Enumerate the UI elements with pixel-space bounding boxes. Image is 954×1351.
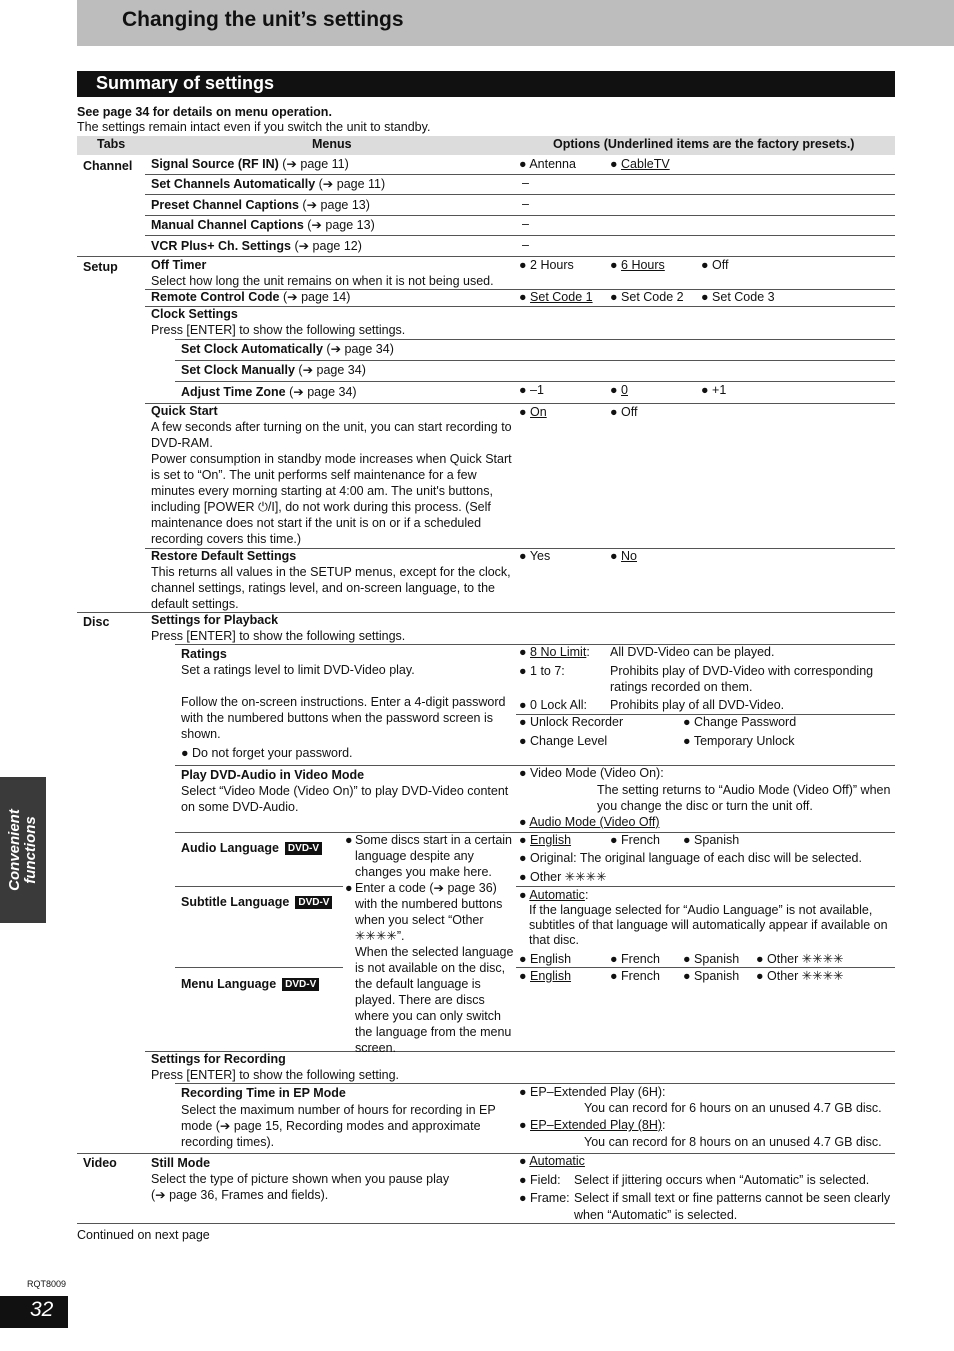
option-yes: ● Yes — [519, 549, 551, 563]
menu-audio-language: Audio Language DVD-V — [181, 840, 322, 856]
menu-time-zone: Adjust Time Zone (➔ page 34) — [181, 385, 357, 399]
option-original: ● Original: The original language of each disc will be selected. — [519, 851, 862, 865]
option-tz-plus1: ● +1 — [701, 383, 727, 397]
no-limit-desc: All DVD-Video can be played. — [610, 645, 775, 659]
option-off: ● Off — [610, 405, 638, 419]
dvd-v-badge: DVD-V — [282, 978, 319, 991]
option-tz-0: ● 0 — [610, 383, 628, 397]
continued-note: Continued on next page — [77, 1228, 210, 1242]
rule — [175, 967, 343, 968]
intro-text: The settings remain intact even if you switch the unit to standby. — [77, 120, 431, 134]
option-english: ● English — [519, 952, 572, 966]
option-set-code-3: ● Set Code 3 — [701, 290, 775, 304]
option-field: ● Field: — [519, 1173, 561, 1187]
rule — [145, 174, 895, 175]
menu-clock-settings: Clock Settings — [151, 307, 238, 321]
clock-desc: Press [ENTER] to show the following settings. — [151, 323, 406, 337]
option-french: ● French — [610, 969, 660, 983]
still-mode-ref: (➔ page 36, Frames and fields). — [151, 1188, 329, 1202]
rule — [77, 1153, 895, 1154]
video-mode-desc: The setting returns to “Audio Mode (Video Off)” when you change the disc or turn the unit off. — [597, 783, 891, 813]
option-tz-minus1: ● –1 — [519, 383, 544, 397]
ratings-desc: Set a ratings level to limit DVD-Video play. — [181, 663, 415, 677]
option-on: ● On — [519, 405, 547, 419]
option-english: ● English — [519, 833, 572, 847]
section-bar — [77, 71, 895, 97]
title-bar — [77, 0, 954, 46]
option-change-level: ● Change Level — [519, 734, 608, 748]
header-options: Options (Underlined items are the factory presets.) — [553, 137, 855, 151]
restore-desc: This returns all values in the SETUP menus, except for the clock, channel settings, ratings level, and on-screen language, to the default settings. — [151, 565, 511, 611]
menu-ratings: Ratings — [181, 647, 227, 661]
menu-clock-auto: Set Clock Automatically (➔ page 34) — [181, 342, 394, 356]
page-title: Changing the unit’s settings — [122, 8, 404, 31]
option-french: ● French — [610, 952, 660, 966]
option-spanish: ● Spanish — [683, 969, 740, 983]
still-mode-desc: Select the type of picture shown when you pause play — [151, 1172, 450, 1186]
side-tab-label: Convenient functions — [6, 809, 39, 891]
option-no: ● No — [610, 549, 638, 563]
menu-dvd-audio-video-mode: Play DVD-Audio in Video Mode — [181, 768, 365, 782]
option-audio-mode: ● Audio Mode (Video Off) — [519, 815, 660, 829]
side-tab — [0, 777, 46, 923]
rule — [145, 235, 895, 236]
language-notes: ● Some discs start in a certain language despite any changes you make here. ● Enter a code (➔ page 36) with the numbered buttons when you select “Other ✳✳✳✳”. When the selected language is not available on the disc, the default language is played. There are discs where you can only switch the language from the menu screen. — [345, 833, 514, 1055]
option-lock-all: ● 0 Lock All: — [519, 698, 588, 712]
rule — [145, 194, 895, 195]
option-other: ● Other ✳✳✳✳ — [756, 969, 844, 983]
tab-video: Video — [83, 1156, 117, 1170]
option-dash: – — [522, 238, 529, 252]
option-no-limit: ● 8 No Limit: — [519, 645, 590, 659]
rule — [145, 215, 895, 216]
menu-restore-defaults: Restore Default Settings — [151, 549, 297, 563]
option-6-hours: ● 6 Hours — [610, 258, 665, 272]
menu-menu-language: Menu Language DVD-V — [181, 976, 319, 992]
page-number-box — [0, 1296, 68, 1328]
automatic-desc: If the language selected for “Audio Language” is not available, subtitles of that language will automatically appear if available on that disc. — [529, 903, 888, 947]
option-automatic: ● Automatic: — [519, 888, 589, 902]
option-frame: ● Frame: — [519, 1191, 570, 1205]
tab-setup: Setup — [83, 260, 118, 274]
recording-desc: Press [ENTER] to show the following setting. — [151, 1068, 400, 1082]
option-french: ● French — [610, 833, 660, 847]
option-dash: – — [522, 197, 529, 211]
ratings-desc2: Follow the on-screen instructions. Enter a 4-digit password with the numbered buttons when the password screen is shown. — [181, 695, 506, 741]
menu-subtitle-language: Subtitle Language DVD-V — [181, 894, 332, 910]
lock-all-desc: Prohibits play of all DVD-Video. — [610, 698, 785, 712]
quick-start-desc: A few seconds after turning on the unit, you can start recording to DVD-RAM. Power consumption in standby mode increases when Quick Start is set to “On”. The unit performs self maintenance for a few minutes every morning starting at 4:00 am. The unit's buttons, including [POWER ⏻/I], do not work during this process. (Self maintenance does not start if the unit is on or if a scheduled recording covers this time.) — [151, 420, 512, 546]
header-tabs: Tabs — [97, 137, 126, 151]
header-menus: Menus — [312, 137, 352, 151]
field-desc: Select if jittering occurs when “Automatic” is selected. — [574, 1173, 870, 1187]
1-to-7-desc: Prohibits play of DVD-Video with corresponding ratings recorded on them. — [610, 664, 874, 694]
menu-clock-manual: Set Clock Manually (➔ page 34) — [181, 363, 366, 377]
option-other: ● Other ✳✳✳✳ — [756, 952, 844, 966]
tab-channel: Channel — [83, 159, 133, 173]
ep-6h-desc: You can record for 6 hours on an unused 4.7 GB disc. — [584, 1101, 882, 1115]
table-header — [77, 136, 895, 155]
option-automatic: ● Automatic — [519, 1154, 585, 1168]
option-1-to-7: ● 1 to 7: — [519, 664, 565, 678]
intro-bold: See page 34 for details on menu operation. — [77, 105, 332, 119]
option-other: ● Other ✳✳✳✳ — [519, 870, 607, 884]
ep-mode-desc: Select the maximum number of hours for recording in EP mode (➔ page 15, Recording modes and approximate recording times). — [181, 1103, 496, 1149]
menu-still-mode: Still Mode — [151, 1156, 211, 1170]
menu-settings-recording: Settings for Recording — [151, 1052, 286, 1066]
dvd-v-badge: DVD-V — [295, 896, 332, 909]
playback-desc: Press [ENTER] to show the following settings. — [151, 629, 406, 643]
option-2-hours: ● 2 Hours — [519, 258, 574, 272]
option-set-code-1: ● Set Code 1 — [519, 290, 593, 304]
option-spanish: ● Spanish — [683, 833, 740, 847]
menu-vcr-plus: VCR Plus+ Ch. Settings (➔ page 12) — [151, 239, 362, 253]
menu-signal-source: Signal Source (RF IN) (➔ page 11) — [151, 157, 349, 171]
menu-quick-start: Quick Start — [151, 404, 218, 418]
doc-code: RQT8009 — [27, 1279, 67, 1289]
menu-preset-captions: Preset Channel Captions (➔ page 13) — [151, 198, 370, 212]
option-cabletv: ● CableTV — [610, 157, 670, 171]
option-change-password: ● Change Password — [683, 715, 797, 729]
rule — [175, 339, 895, 340]
menu-set-channels: Set Channels Automatically (➔ page 11) — [151, 177, 386, 191]
dvd-v-badge: DVD-V — [285, 842, 322, 855]
option-ep-8h: ● EP–Extended Play (8H): — [519, 1118, 666, 1132]
option-dash: – — [522, 176, 529, 190]
rule — [175, 886, 343, 887]
option-video-mode: ● Video Mode (Video On): — [519, 766, 664, 780]
section-title: Summary of settings — [96, 73, 275, 93]
dvd-audio-desc: Select “Video Mode (Video On)” to play DVD-Video content on some DVD-Audio. — [181, 784, 509, 814]
frame-desc: Select if small text or fine patterns cannot be seen clearly when “Automatic” is selected. — [574, 1191, 891, 1222]
rule — [175, 360, 895, 361]
option-unlock-recorder: ● Unlock Recorder — [519, 715, 624, 729]
rule — [145, 306, 895, 307]
option-set-code-2: ● Set Code 2 — [610, 290, 684, 304]
menu-ep-mode: Recording Time in EP Mode — [181, 1086, 346, 1100]
ratings-note: ● Do not forget your password. — [181, 746, 353, 760]
tab-disc: Disc — [83, 615, 110, 629]
menu-remote-code: Remote Control Code (➔ page 14) — [151, 290, 351, 304]
option-antenna: ● Antenna — [519, 157, 576, 171]
option-english: ● English — [519, 969, 572, 983]
option-dash: – — [522, 217, 529, 231]
intro — [77, 105, 430, 135]
menu-settings-playback: Settings for Playback — [151, 613, 279, 627]
option-ep-6h: ● EP–Extended Play (6H): — [519, 1085, 666, 1099]
page-number: 32 — [30, 1298, 54, 1321]
off-timer-desc: Select how long the unit remains on when it is not being used. — [151, 274, 494, 288]
option-off: ● Off — [701, 258, 729, 272]
menu-manual-captions: Manual Channel Captions (➔ page 13) — [151, 218, 375, 232]
option-temporary-unlock: ● Temporary Unlock — [683, 734, 795, 748]
menu-off-timer: Off Timer — [151, 258, 207, 272]
option-spanish: ● Spanish — [683, 952, 740, 966]
ep-8h-desc: You can record for 8 hours on an unused 4.7 GB disc. — [584, 1135, 882, 1149]
